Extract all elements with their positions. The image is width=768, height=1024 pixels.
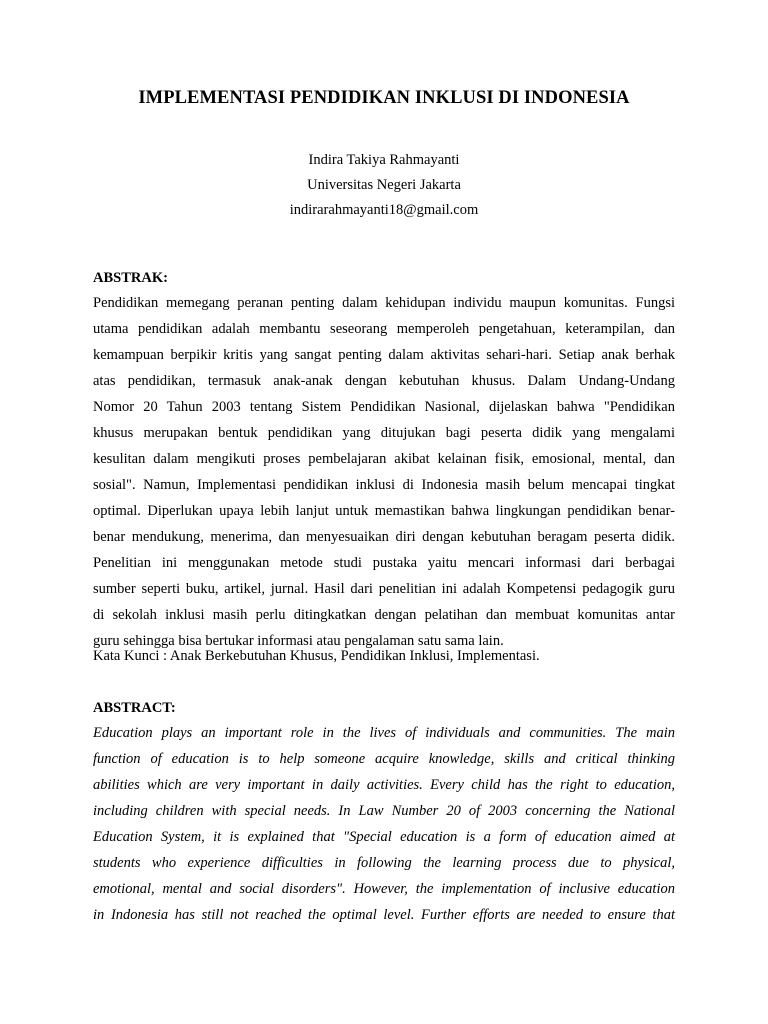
author-affiliation: Universitas Negeri Jakarta	[307, 177, 461, 193]
abstrak-line: benar mendukung, menerima, dan menyesuaikan diri dengan kebutuhan beragam peserta didik.	[93, 529, 675, 545]
author-name: Indira Takiya Rahmayanti	[308, 152, 460, 168]
abstract-line: in Indonesia has still not reached the optimal level. Further efforts are needed to ensure that	[93, 907, 675, 923]
abstrak-line: Penelitian ini menggunakan metode studi pustaka yaitu mencari informasi dari berbagai	[93, 555, 675, 571]
abstrak-line: optimal. Diperlukan upaya lebih lanjut untuk memastikan bahwa lingkungan pendidikan benar-	[93, 503, 675, 519]
author-email: indirarahmayanti18@gmail.com	[289, 202, 479, 218]
abstrak-line: sosial". Namun, Implementasi pendidikan inklusi di Indonesia masih belum mencapai tingkat	[93, 477, 675, 493]
abstrak-line: atas pendidikan, termasuk anak-anak dengan kebutuhan khusus. Dalam Undang-Undang	[93, 373, 675, 389]
paper-title: IMPLEMENTASI PENDIDIKAN INKLUSI DI INDONESIA	[138, 88, 630, 108]
abstract-paragraph	[93, 720, 675, 928]
abstract-heading: ABSTRACT:	[93, 700, 176, 716]
abstrak-paragraph	[93, 290, 675, 654]
abstrak-heading: ABSTRAK:	[93, 270, 168, 286]
abstract-line: abilities which are very important in daily activities. Every child has the right to education,	[93, 777, 675, 793]
abstrak-line: utama pendidikan adalah membantu seseorang memperoleh pengetahuan, keterampilan, dan	[93, 321, 675, 337]
abstrak-line: Pendidikan memegang peranan penting dalam kehidupan individu maupun komunitas. Fungsi	[93, 295, 675, 311]
abstract-line: emotional, mental and social disorders". However, the implementation of inclusive education	[93, 881, 675, 897]
abstrak-line: kesulitan dalam mengikuti proses pembelajaran akibat kelainan fisik, emosional, mental, dan	[93, 451, 675, 467]
abstrak-line: di sekolah inklusi masih perlu ditingkatkan dengan pelatihan dan membuat komunitas antar	[93, 607, 675, 623]
keywords-line: Kata Kunci : Anak Berkebutuhan Khusus, Pendidikan Inklusi, Implementasi.	[93, 648, 540, 664]
abstrak-line: Nomor 20 Tahun 2003 tentang Sistem Pendidikan Nasional, dijelaskan bahwa "Pendidikan	[93, 399, 675, 415]
abstract-line: students who experience difficulties in following the learning process due to physical,	[93, 855, 675, 871]
abstract-line: function of education is to help someone acquire knowledge, skills and critical thinking	[93, 751, 675, 767]
abstract-line: Education System, it is explained that "Special education is a form of education aimed at	[93, 829, 675, 845]
abstract-line: including children with special needs. In Law Number 20 of 2003 concerning the National	[93, 803, 675, 819]
abstrak-line: kemampuan berpikir kritis yang sangat penting dalam aktivitas sehari-hari. Setiap anak berhak	[93, 347, 675, 363]
author-block	[0, 148, 768, 223]
abstrak-line: guru sehingga bisa bertukar informasi atau pengalaman satu sama lain.	[93, 633, 504, 649]
abstract-line: Education plays an important role in the lives of individuals and communities. The main	[93, 725, 675, 741]
abstrak-line: sumber seperti buku, artikel, jurnal. Hasil dari penelitian ini adalah Kompetensi pedagogik guru	[93, 581, 675, 597]
abstrak-line: khusus merupakan bentuk pendidikan yang ditujukan bagi peserta didik yang mengalami	[93, 425, 675, 441]
